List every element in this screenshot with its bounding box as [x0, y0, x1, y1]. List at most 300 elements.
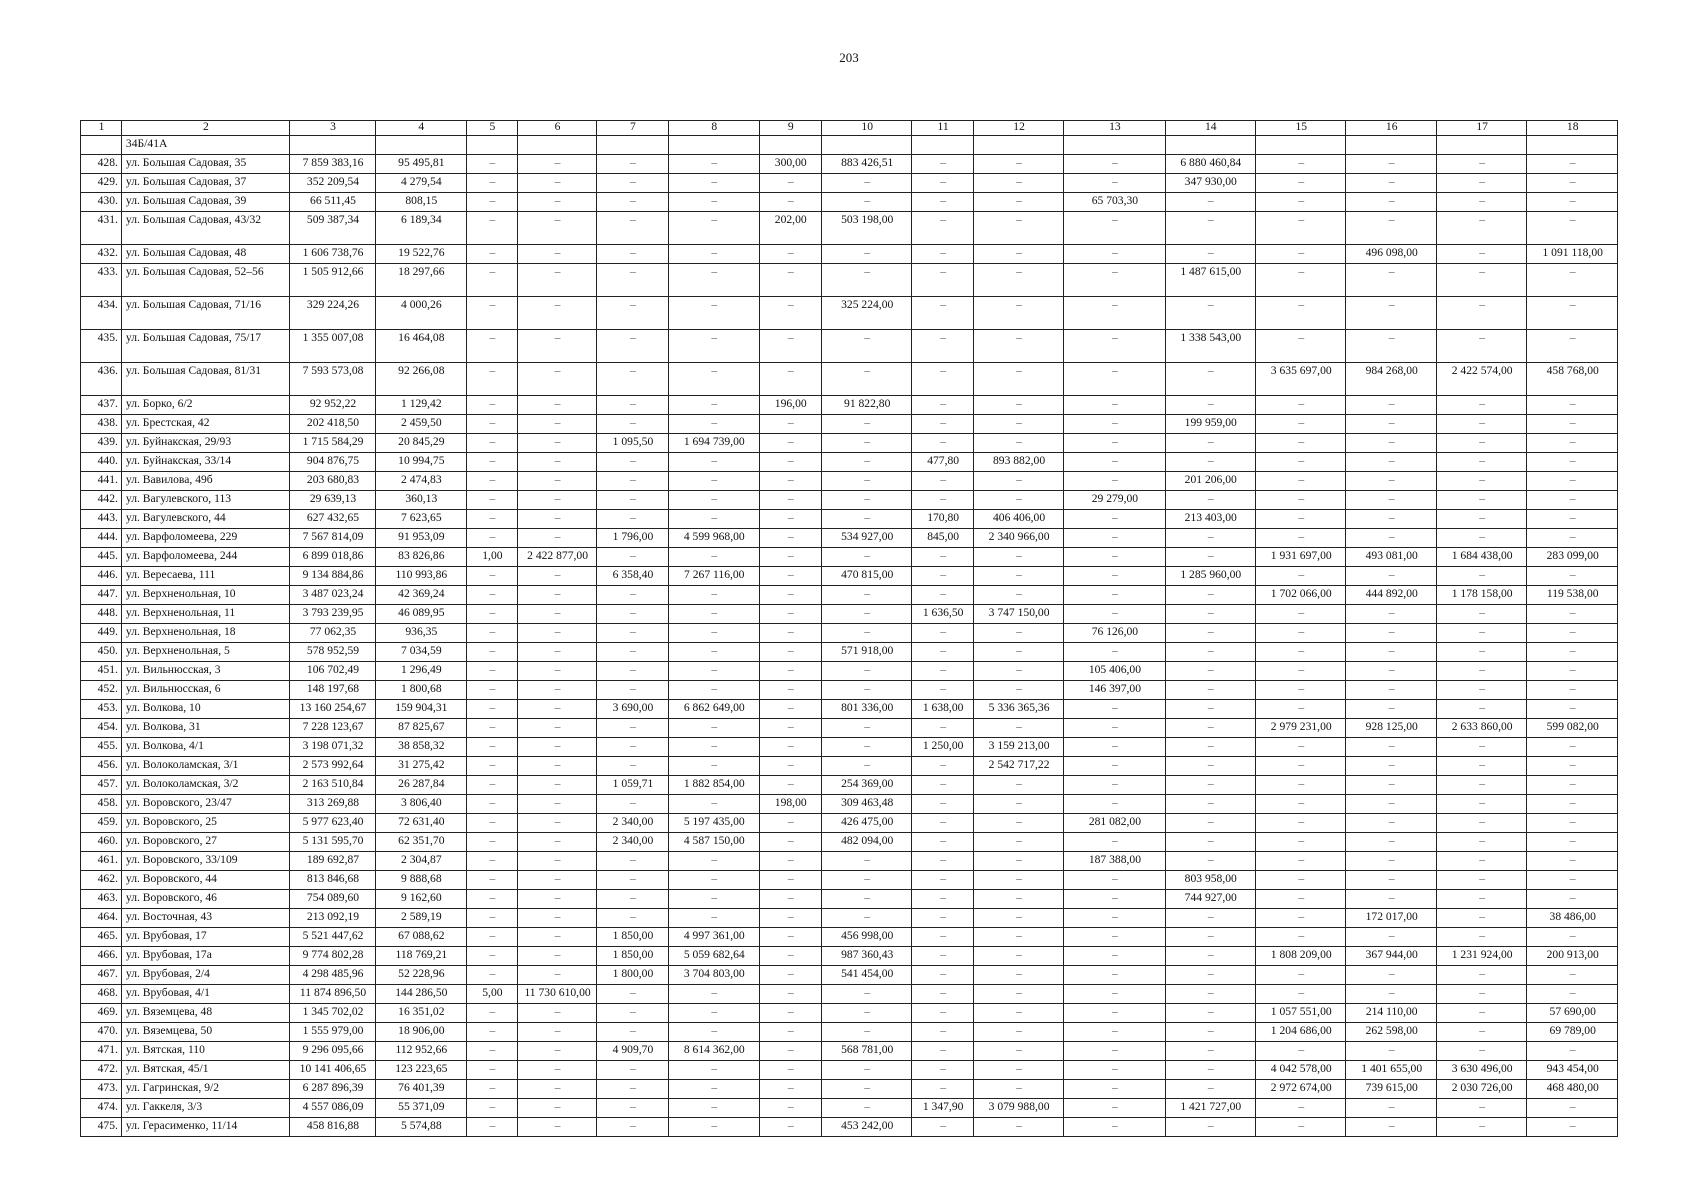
value-cell: –	[518, 491, 597, 510]
value-cell: 20 845,29	[376, 434, 466, 453]
value-cell: 213 403,00	[1165, 510, 1255, 529]
value-cell: –	[973, 1061, 1063, 1080]
value-cell: 2 474,83	[376, 472, 466, 491]
value-cell: –	[1165, 363, 1255, 396]
value-cell: –	[1436, 472, 1526, 491]
value-cell: –	[1165, 719, 1255, 738]
value-cell: 1 850,00	[596, 947, 668, 966]
value-cell: –	[759, 415, 821, 434]
value-cell: –	[466, 415, 518, 434]
value-cell: –	[466, 605, 518, 624]
value-cell: –	[1064, 245, 1165, 264]
value-cell: –	[1256, 928, 1346, 947]
value-cell: –	[1256, 193, 1346, 212]
value-cell: 2 979 231,00	[1256, 719, 1346, 738]
value-cell: –	[1064, 1023, 1165, 1042]
row-number-cell: 430.	[81, 193, 122, 212]
value-cell: –	[518, 776, 597, 795]
value-cell: 16 464,08	[376, 330, 466, 363]
value-cell: –	[466, 330, 518, 363]
value-cell: 92 952,22	[289, 396, 375, 415]
value-cell: –	[1527, 264, 1618, 297]
value-cell: –	[1165, 928, 1255, 947]
value-cell: –	[1256, 415, 1346, 434]
address-cell: ул. Вяземцева, 48	[121, 1004, 289, 1023]
row-number-cell: 452.	[81, 681, 122, 700]
table-row	[81, 491, 1618, 510]
value-cell: –	[1165, 1042, 1255, 1061]
row-number-cell: 439.	[81, 434, 122, 453]
value-cell: 2 422 877,00	[518, 548, 597, 567]
column-header: 6	[518, 121, 597, 136]
value-cell: 87 825,67	[376, 719, 466, 738]
value-cell: –	[1064, 548, 1165, 567]
value-cell: –	[669, 1004, 759, 1023]
value-cell: –	[759, 434, 821, 453]
value-cell: 31 275,42	[376, 757, 466, 776]
value-cell: –	[1436, 871, 1526, 890]
address-cell: ул. Вильнюсская, 6	[121, 681, 289, 700]
value-cell: –	[759, 330, 821, 363]
table-row	[81, 1042, 1618, 1061]
column-header: 3	[289, 121, 375, 136]
value-cell: –	[466, 1061, 518, 1080]
table-row	[81, 681, 1618, 700]
value-cell: 1 606 738,76	[289, 245, 375, 264]
value-cell: –	[1346, 738, 1436, 757]
value-cell: –	[466, 852, 518, 871]
value-cell: –	[1256, 155, 1346, 174]
value-cell: –	[466, 264, 518, 297]
value-cell: –	[973, 1004, 1063, 1023]
value-cell: 2 340,00	[596, 814, 668, 833]
value-cell: –	[912, 548, 973, 567]
address-cell: ул. Большая Садовая, 39	[121, 193, 289, 212]
value-cell: –	[1346, 453, 1436, 472]
value-cell: –	[973, 245, 1063, 264]
value-cell: –	[518, 586, 597, 605]
value-cell: –	[466, 1099, 518, 1118]
value-cell: –	[821, 890, 911, 909]
value-cell: –	[912, 966, 973, 985]
value-cell: –	[912, 212, 973, 245]
row-number-cell: 474.	[81, 1099, 122, 1118]
row-number-cell: 463.	[81, 890, 122, 909]
value-cell: 29 279,00	[1064, 491, 1165, 510]
value-cell: 6 358,40	[596, 567, 668, 586]
value-cell: 1 347,90	[912, 1099, 973, 1118]
value-cell: –	[821, 453, 911, 472]
table-row	[81, 738, 1618, 757]
value-cell: –	[1346, 681, 1436, 700]
table-row	[81, 700, 1618, 719]
value-cell: 26 287,84	[376, 776, 466, 795]
value-cell: –	[669, 909, 759, 928]
column-header: 11	[912, 121, 973, 136]
value-cell: –	[518, 1080, 597, 1099]
value-cell: –	[1527, 330, 1618, 363]
value-cell: –	[912, 719, 973, 738]
value-cell: –	[518, 681, 597, 700]
value-cell: 1 555 979,00	[289, 1023, 375, 1042]
address-cell: ул. Большая Садовая, 81/31	[121, 363, 289, 396]
table-row	[81, 719, 1618, 738]
value-cell: –	[1527, 1099, 1618, 1118]
value-cell: 1 800,00	[596, 966, 668, 985]
value-cell: –	[1527, 1118, 1618, 1137]
value-cell: –	[1436, 814, 1526, 833]
value-cell: –	[1064, 757, 1165, 776]
value-cell: –	[1527, 212, 1618, 245]
address-cell: ул. Волкова, 10	[121, 700, 289, 719]
value-cell: 69 789,00	[1527, 1023, 1618, 1042]
value-cell: –	[759, 1004, 821, 1023]
value-cell: –	[759, 814, 821, 833]
value-cell: –	[518, 245, 597, 264]
value-cell	[821, 136, 911, 155]
value-cell: –	[1436, 985, 1526, 1004]
value-cell: –	[466, 719, 518, 738]
value-cell: –	[912, 947, 973, 966]
value-cell: –	[1256, 245, 1346, 264]
value-cell: –	[759, 1080, 821, 1099]
value-cell: –	[1256, 871, 1346, 890]
value-cell: 9 888,68	[376, 871, 466, 890]
value-cell: –	[1436, 624, 1526, 643]
value-cell: –	[1064, 472, 1165, 491]
value-cell: –	[973, 415, 1063, 434]
value-cell: –	[669, 548, 759, 567]
value-cell: –	[912, 415, 973, 434]
value-cell: 1 715 584,29	[289, 434, 375, 453]
value-cell: –	[1346, 776, 1436, 795]
value-cell: –	[759, 719, 821, 738]
address-cell: ул. Верхненольная, 11	[121, 605, 289, 624]
table-row	[81, 624, 1618, 643]
value-cell: –	[759, 643, 821, 662]
value-cell: –	[1256, 909, 1346, 928]
value-cell: 1 882 854,00	[669, 776, 759, 795]
value-cell: –	[1256, 212, 1346, 245]
address-cell: ул. Врубовая, 17	[121, 928, 289, 947]
value-cell: –	[466, 510, 518, 529]
table-header-row	[81, 121, 1618, 136]
value-cell: –	[596, 624, 668, 643]
value-cell: –	[912, 491, 973, 510]
value-cell: –	[912, 681, 973, 700]
value-cell: 571 918,00	[821, 643, 911, 662]
value-cell: –	[1346, 434, 1436, 453]
value-cell: –	[1527, 776, 1618, 795]
value-cell: –	[1064, 1004, 1165, 1023]
value-cell: –	[1346, 985, 1436, 1004]
address-cell: ул. Волоколамская, 3/1	[121, 757, 289, 776]
value-cell: –	[821, 757, 911, 776]
address-cell: ул. Верхненольная, 10	[121, 586, 289, 605]
value-cell: –	[759, 852, 821, 871]
value-cell: –	[821, 510, 911, 529]
value-cell	[1064, 136, 1165, 155]
value-cell: –	[1527, 415, 1618, 434]
table-row	[81, 852, 1618, 871]
value-cell: –	[1436, 453, 1526, 472]
value-cell: –	[1436, 852, 1526, 871]
value-cell: –	[518, 757, 597, 776]
address-cell: ул. Волоколамская, 3/2	[121, 776, 289, 795]
value-cell: –	[1527, 814, 1618, 833]
value-cell: –	[1165, 212, 1255, 245]
value-cell: –	[669, 871, 759, 890]
value-cell: 29 639,13	[289, 491, 375, 510]
table-row	[81, 415, 1618, 434]
value-cell: –	[518, 1023, 597, 1042]
value-cell: –	[973, 833, 1063, 852]
value-cell: –	[912, 396, 973, 415]
value-cell: –	[759, 491, 821, 510]
value-cell: –	[1346, 928, 1436, 947]
value-cell: –	[973, 890, 1063, 909]
row-number-cell	[81, 136, 122, 155]
value-cell: –	[759, 947, 821, 966]
value-cell: –	[912, 297, 973, 330]
value-cell: –	[669, 330, 759, 363]
value-cell: –	[596, 586, 668, 605]
value-cell: –	[596, 212, 668, 245]
value-cell: –	[821, 491, 911, 510]
value-cell: –	[596, 890, 668, 909]
value-cell: –	[1527, 871, 1618, 890]
value-cell: 541 454,00	[821, 966, 911, 985]
value-cell: –	[669, 1061, 759, 1080]
value-cell: –	[1346, 510, 1436, 529]
value-cell: 4 042 578,00	[1256, 1061, 1346, 1080]
value-cell: –	[1527, 985, 1618, 1004]
row-number-cell: 441.	[81, 472, 122, 491]
value-cell: –	[669, 510, 759, 529]
value-cell: 262 598,00	[1346, 1023, 1436, 1042]
address-cell: ул. Вавилова, 49б	[121, 472, 289, 491]
value-cell: –	[1346, 330, 1436, 363]
value-cell: –	[973, 662, 1063, 681]
value-cell	[596, 136, 668, 155]
value-cell: 2 422 574,00	[1436, 363, 1526, 396]
value-cell: –	[1436, 795, 1526, 814]
value-cell: –	[759, 586, 821, 605]
value-cell	[1165, 136, 1255, 155]
value-cell: –	[518, 909, 597, 928]
value-cell: –	[759, 738, 821, 757]
value-cell: 453 242,00	[821, 1118, 911, 1137]
value-cell: –	[1064, 643, 1165, 662]
value-cell: –	[596, 738, 668, 757]
address-cell: ул. Вересаева, 111	[121, 567, 289, 586]
value-cell: –	[669, 174, 759, 193]
value-cell: –	[821, 415, 911, 434]
value-cell: –	[973, 624, 1063, 643]
value-cell: 112 952,66	[376, 1042, 466, 1061]
value-cell: 18 906,00	[376, 1023, 466, 1042]
row-number-cell: 442.	[81, 491, 122, 510]
value-cell: –	[973, 586, 1063, 605]
row-number-cell: 467.	[81, 966, 122, 985]
value-cell: 5 197 435,00	[669, 814, 759, 833]
value-cell: –	[596, 1118, 668, 1137]
value-cell: –	[1256, 890, 1346, 909]
row-number-cell: 434.	[81, 297, 122, 330]
value-cell: –	[973, 155, 1063, 174]
address-cell: ул. Вятская, 110	[121, 1042, 289, 1061]
value-cell: –	[1165, 833, 1255, 852]
value-cell: –	[759, 1099, 821, 1118]
value-cell: –	[759, 890, 821, 909]
value-cell: –	[596, 1004, 668, 1023]
value-cell: –	[466, 871, 518, 890]
value-cell: –	[1064, 1099, 1165, 1118]
row-number-cell: 456.	[81, 757, 122, 776]
value-cell: –	[466, 1080, 518, 1099]
value-cell: –	[1436, 297, 1526, 330]
row-number-cell: 447.	[81, 586, 122, 605]
value-cell: 534 927,00	[821, 529, 911, 548]
value-cell: –	[821, 330, 911, 363]
value-cell: –	[1527, 852, 1618, 871]
value-cell: –	[1256, 330, 1346, 363]
value-cell: –	[1527, 890, 1618, 909]
value-cell: 7 859 383,16	[289, 155, 375, 174]
value-cell: 803 958,00	[1165, 871, 1255, 890]
address-cell: ул. Большая Садовая, 75/17	[121, 330, 289, 363]
value-cell: –	[1064, 985, 1165, 1004]
value-cell: –	[518, 624, 597, 643]
value-cell: 904 876,75	[289, 453, 375, 472]
value-cell: –	[518, 643, 597, 662]
value-cell: –	[1064, 567, 1165, 586]
value-cell: 172 017,00	[1346, 909, 1436, 928]
value-cell: –	[821, 681, 911, 700]
value-cell: –	[1256, 174, 1346, 193]
value-cell: 5 521 447,62	[289, 928, 375, 947]
value-cell: 76 126,00	[1064, 624, 1165, 643]
value-cell: –	[1064, 453, 1165, 472]
value-cell: –	[973, 909, 1063, 928]
value-cell: –	[821, 1061, 911, 1080]
value-cell: –	[759, 548, 821, 567]
value-cell: –	[1256, 681, 1346, 700]
value-cell: –	[1064, 890, 1165, 909]
value-cell: –	[759, 510, 821, 529]
value-cell: –	[669, 453, 759, 472]
value-cell: 9 162,60	[376, 890, 466, 909]
value-cell: 5 336 365,36	[973, 700, 1063, 719]
table-row	[81, 567, 1618, 586]
value-cell	[289, 136, 375, 155]
value-cell: 13 160 254,67	[289, 700, 375, 719]
value-cell: –	[518, 264, 597, 297]
value-cell: –	[466, 453, 518, 472]
row-number-cell: 460.	[81, 833, 122, 852]
value-cell: –	[518, 1099, 597, 1118]
value-cell: –	[518, 719, 597, 738]
value-cell: –	[1436, 510, 1526, 529]
value-cell: 1 401 655,00	[1346, 1061, 1436, 1080]
table-row	[81, 396, 1618, 415]
value-cell: 200 913,00	[1527, 947, 1618, 966]
value-cell: –	[1436, 415, 1526, 434]
value-cell: –	[759, 757, 821, 776]
value-cell: –	[596, 985, 668, 1004]
value-cell: –	[596, 548, 668, 567]
value-cell: –	[912, 330, 973, 363]
table-row	[81, 1080, 1618, 1099]
value-cell: 352 209,54	[289, 174, 375, 193]
value-cell: –	[759, 833, 821, 852]
value-cell: –	[466, 1004, 518, 1023]
value-cell: 3 793 239,95	[289, 605, 375, 624]
value-cell: 5 574,88	[376, 1118, 466, 1137]
value-cell: –	[973, 1042, 1063, 1061]
value-cell: –	[1346, 624, 1436, 643]
value-cell: –	[1064, 700, 1165, 719]
value-cell: 2 633 860,00	[1436, 719, 1526, 738]
value-cell: –	[1256, 264, 1346, 297]
value-cell: 1 636,50	[912, 605, 973, 624]
value-cell: –	[1064, 434, 1165, 453]
value-cell: –	[1436, 966, 1526, 985]
value-cell: 52 228,96	[376, 966, 466, 985]
value-cell: 55 371,09	[376, 1099, 466, 1118]
value-cell: –	[1256, 643, 1346, 662]
row-number-cell: 464.	[81, 909, 122, 928]
table-row	[81, 890, 1618, 909]
value-cell: –	[596, 264, 668, 297]
value-cell: –	[466, 833, 518, 852]
value-cell: –	[1165, 947, 1255, 966]
value-cell: –	[1165, 757, 1255, 776]
value-cell: 1 178 158,00	[1436, 586, 1526, 605]
value-cell: –	[518, 1004, 597, 1023]
value-cell: 627 432,65	[289, 510, 375, 529]
value-cell: –	[669, 193, 759, 212]
table-row	[81, 776, 1618, 795]
value-cell: –	[466, 966, 518, 985]
value-cell: 3 747 150,00	[973, 605, 1063, 624]
value-cell: –	[518, 871, 597, 890]
value-cell: –	[912, 1023, 973, 1042]
value-cell: 883 426,51	[821, 155, 911, 174]
table-row	[81, 985, 1618, 1004]
value-cell: 578 952,59	[289, 643, 375, 662]
value-cell	[912, 136, 973, 155]
value-cell: –	[1527, 681, 1618, 700]
row-number-cell: 445.	[81, 548, 122, 567]
value-cell: 9 296 095,66	[289, 1042, 375, 1061]
value-cell: –	[466, 396, 518, 415]
table-row	[81, 814, 1618, 833]
value-cell: –	[518, 928, 597, 947]
value-cell: –	[669, 1080, 759, 1099]
value-cell: –	[466, 757, 518, 776]
value-cell: –	[466, 814, 518, 833]
value-cell: –	[669, 890, 759, 909]
value-cell: –	[1256, 529, 1346, 548]
table-row	[81, 605, 1618, 624]
value-cell: 568 781,00	[821, 1042, 911, 1061]
table-row	[81, 212, 1618, 245]
value-cell: 119 538,00	[1527, 586, 1618, 605]
value-cell: –	[973, 795, 1063, 814]
value-cell: –	[1064, 415, 1165, 434]
address-cell: ул. Гагринская, 9/2	[121, 1080, 289, 1099]
